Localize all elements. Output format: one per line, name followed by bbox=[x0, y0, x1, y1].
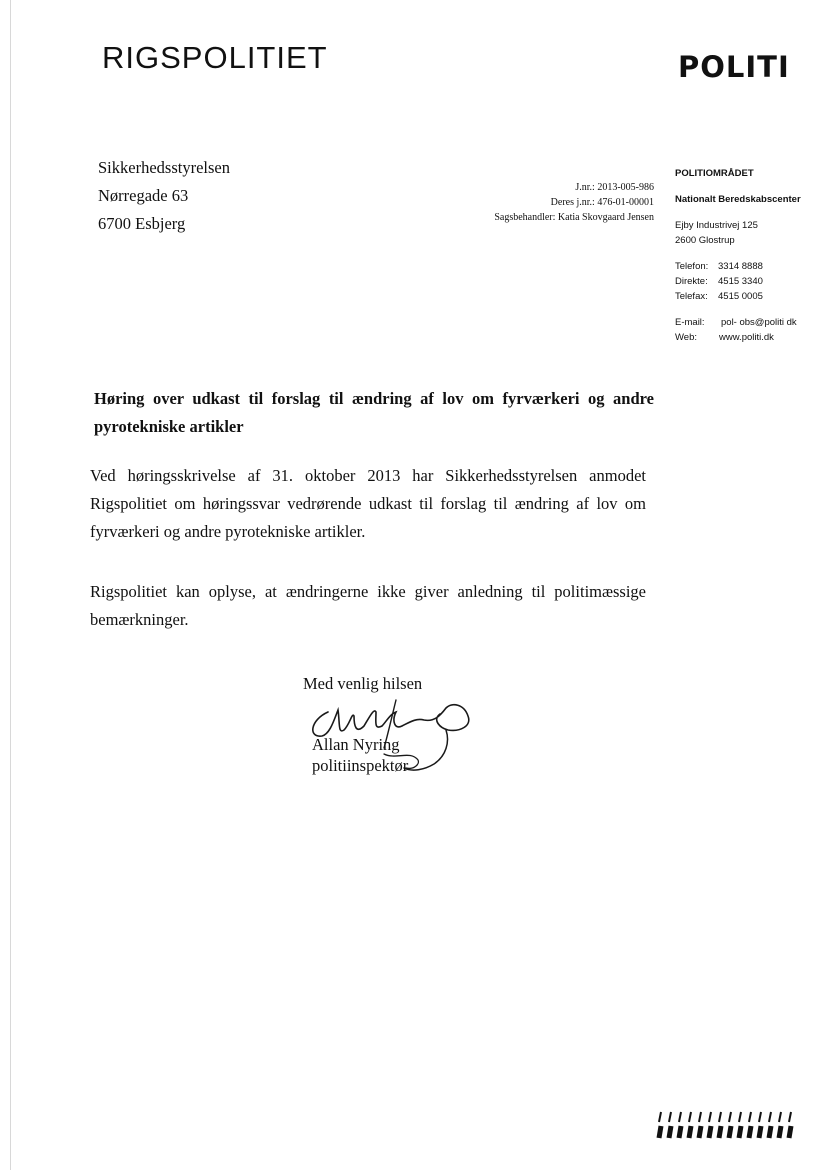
email-value: pol- obs@politi dk bbox=[721, 317, 797, 328]
fax-row bbox=[675, 289, 801, 304]
center-name: Nationalt Beredskabscenter bbox=[675, 194, 801, 205]
direct-row bbox=[675, 274, 801, 289]
address-line-1: Ejby Industrivej 125 bbox=[675, 220, 758, 231]
barcode-mark bbox=[656, 1110, 796, 1140]
email-row bbox=[675, 315, 801, 330]
sender-info bbox=[675, 166, 801, 345]
recipient-address bbox=[98, 154, 230, 238]
body-paragraph-2: Rigspolitiet kan oplyse, at ændringerne ikke giver anledning til politimæssige bemærkninger. bbox=[90, 582, 646, 629]
closing-greeting: Med venlig hilsen bbox=[303, 674, 423, 693]
signer-title: politiinspektør bbox=[312, 756, 409, 775]
signer-name: Allan Nyring bbox=[312, 735, 400, 754]
direct-label: Direkte: bbox=[675, 276, 708, 287]
signer-block bbox=[312, 734, 408, 776]
letter-subject: Høring over udkast til forslag til ændring af lov om fyrværkeri og andre pyrotekniske artikler bbox=[94, 389, 654, 436]
address-line-2: 2600 Glostrup bbox=[675, 235, 735, 246]
email-label: E-mail: bbox=[675, 317, 705, 328]
their-journal-number: Deres j.nr.: 476-01-00001 bbox=[550, 197, 654, 208]
recipient-city: 6700 Esbjerg bbox=[98, 214, 186, 233]
web-label: Web: bbox=[675, 332, 698, 343]
phone-row bbox=[675, 259, 801, 274]
phone-label: Telefon: bbox=[675, 261, 709, 272]
agency-name: RIGSPOLITIET bbox=[102, 40, 328, 75]
recipient-street: Nørregade 63 bbox=[98, 186, 189, 205]
fax-value: 4515 0005 bbox=[718, 291, 763, 302]
department-name: POLITIOMRÅDET bbox=[675, 168, 754, 179]
web-value: www.politi.dk bbox=[719, 332, 774, 343]
fax-label: Telefax: bbox=[675, 291, 708, 302]
body-paragraph-1: Ved høringsskrivelse af 31. oktober 2013 har Sikkerhedsstyrelsen anmodet Rigspolitiet om høringssvar vedrørende udkast til forslag til ændring af lov om fyrværkeri og andre pyrotekniske artikler. bbox=[90, 466, 646, 541]
scan-edge-line bbox=[10, 0, 11, 1170]
web-row bbox=[675, 330, 801, 345]
phone-value: 3314 8888 bbox=[718, 261, 763, 272]
direct-value: 4515 3340 bbox=[718, 276, 763, 287]
reference-block bbox=[494, 180, 654, 225]
case-officer: Sagsbehandler: Katia Skovgaard Jensen bbox=[494, 212, 654, 223]
politi-logo: POLITI bbox=[678, 50, 790, 84]
journal-number: J.nr.: 2013-005-986 bbox=[575, 182, 654, 193]
recipient-name: Sikkerhedsstyrelsen bbox=[98, 158, 230, 177]
